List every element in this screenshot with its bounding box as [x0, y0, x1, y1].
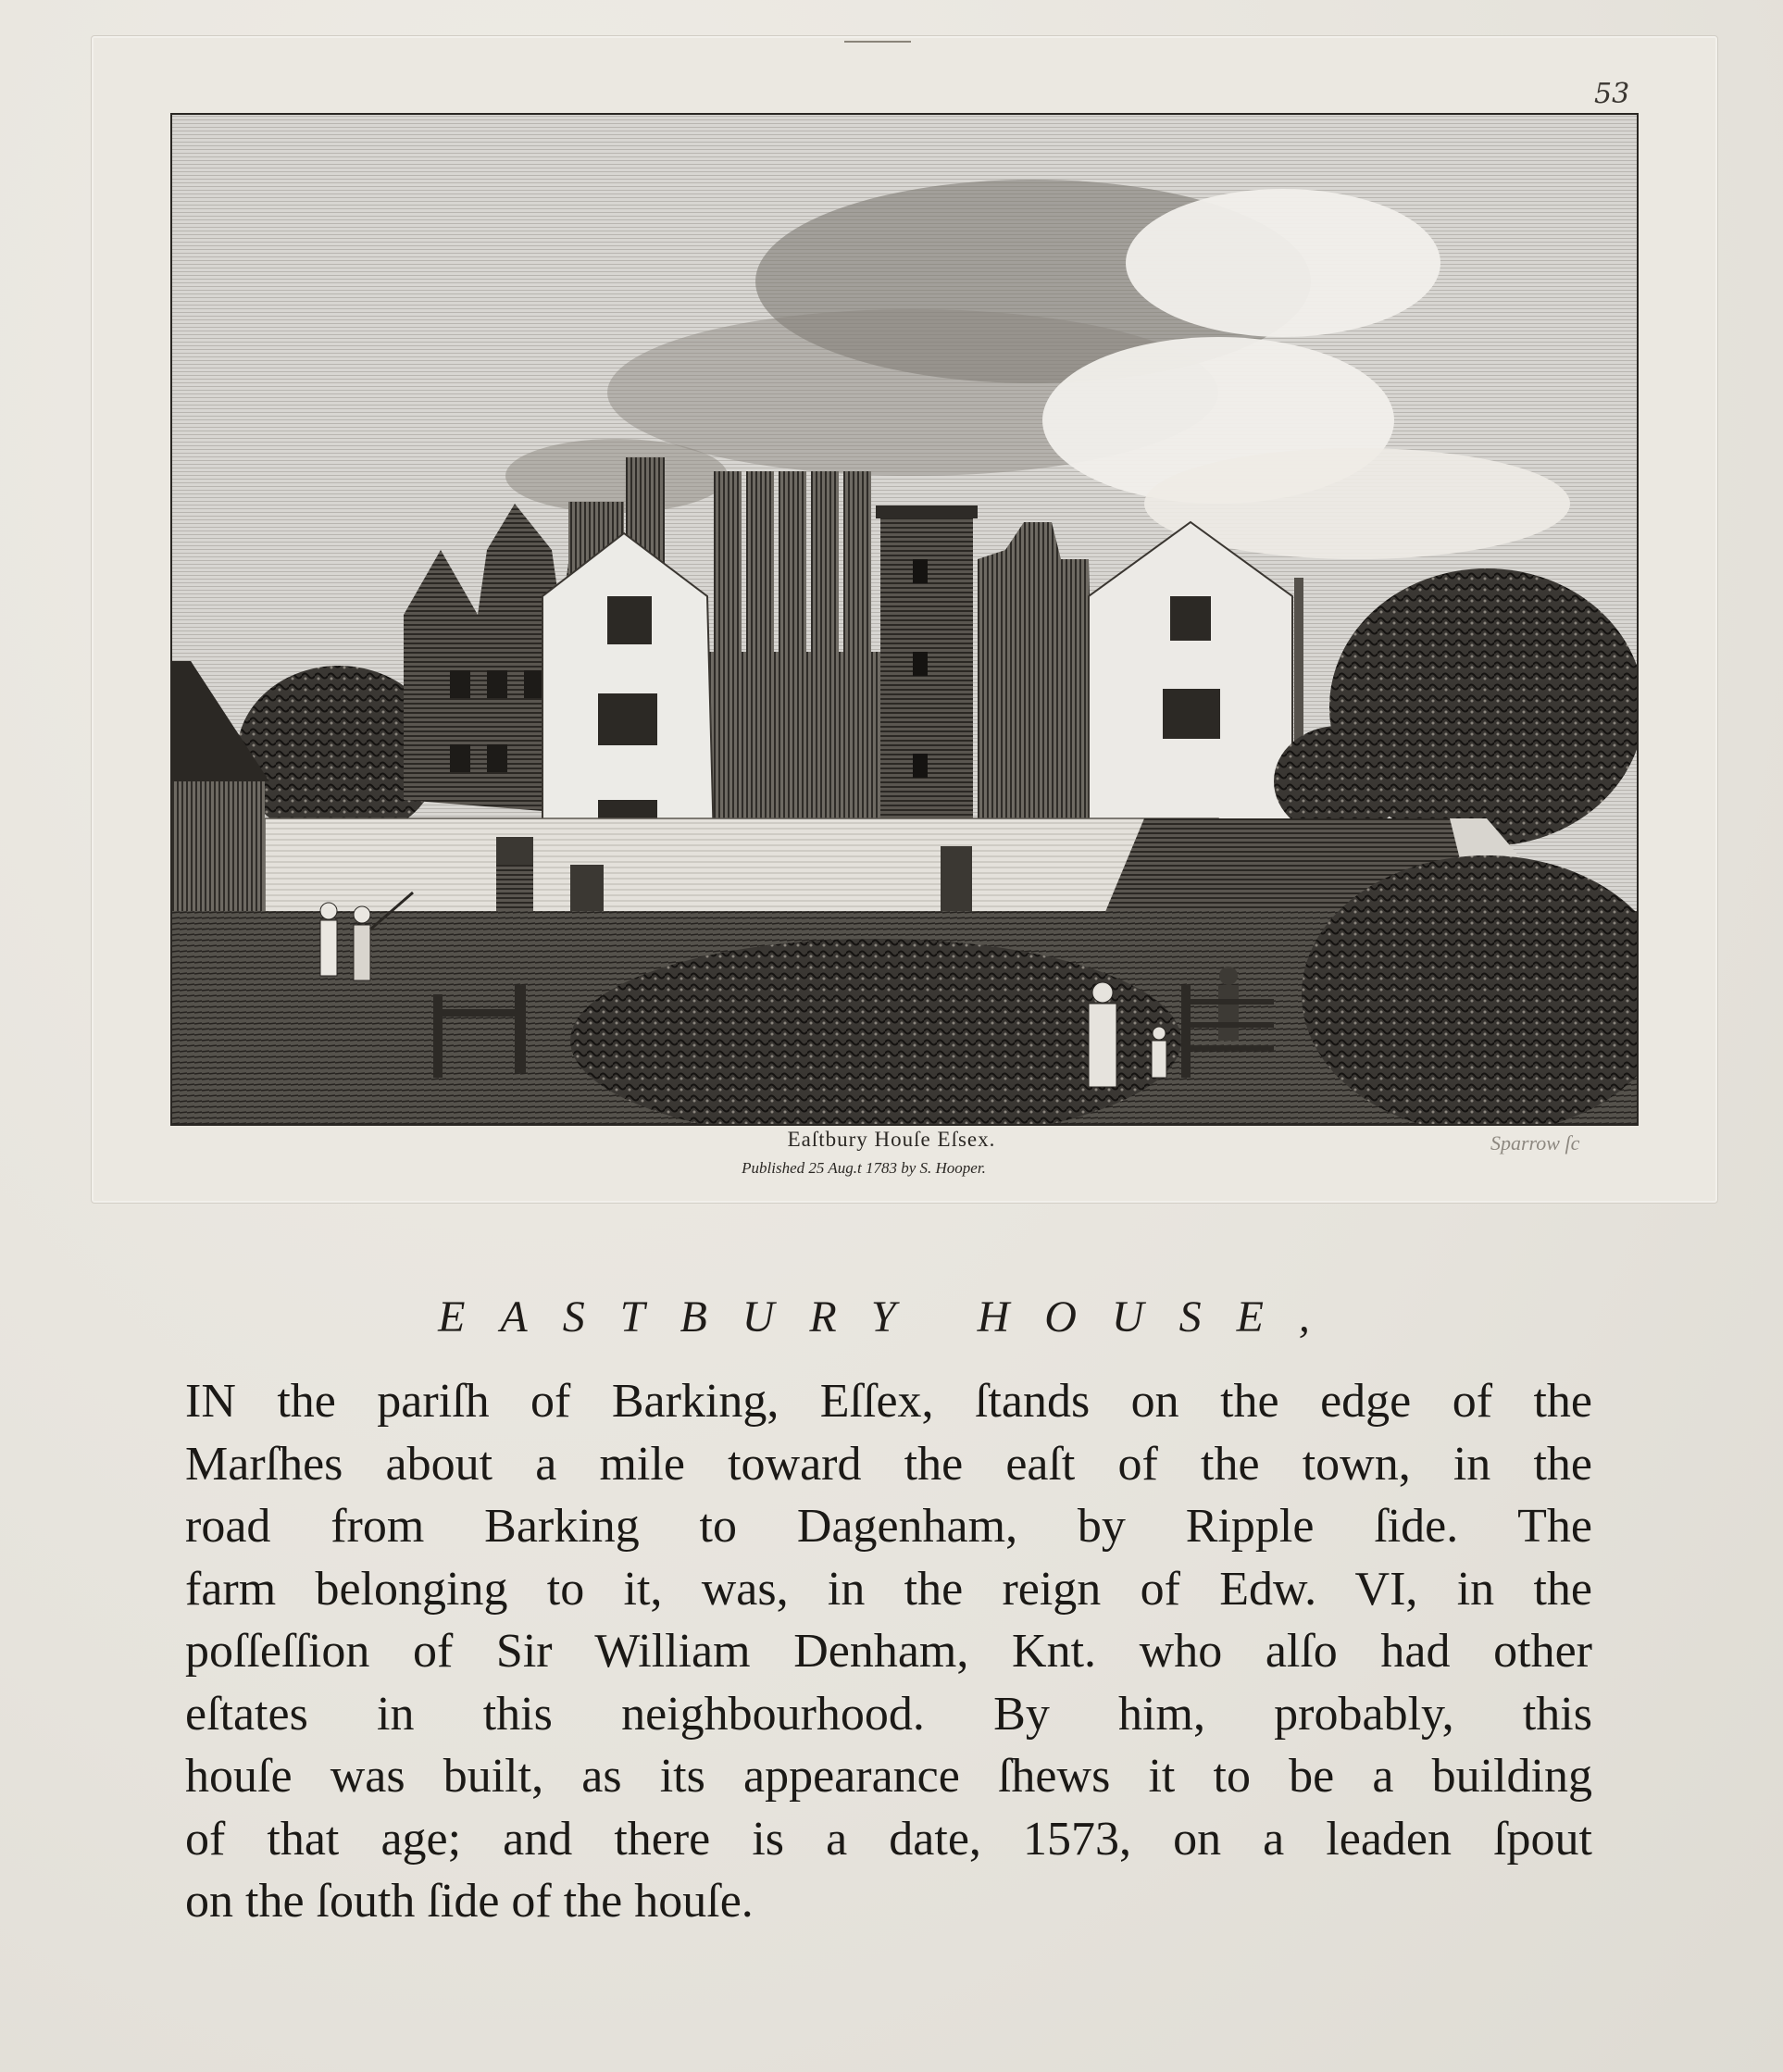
- text-line: Marſhes about a mile toward the eaſt of the town, in the: [185, 1437, 1592, 1491]
- text-line: houſe was built, as its appearance ſhews it to be a building: [185, 1750, 1592, 1803]
- text-line: farm belonging to it, was, in the reign of Edw. VI, in the: [185, 1562, 1592, 1616]
- boundary-wall: [265, 818, 1218, 920]
- section-heading: EASTBURY HOUSE,: [438, 1292, 1345, 1342]
- publication-line: Published 25 Aug.t 1783 by S. Hooper.: [742, 1159, 986, 1177]
- eastbury-house-engraving: [172, 115, 1637, 1124]
- engraving-illustration: [170, 113, 1639, 1126]
- text-line: poſſeſſion of Sir William Denham, Knt. who alſo had other: [185, 1625, 1592, 1678]
- body-paragraph: [185, 1370, 1592, 1933]
- top-rule: [844, 41, 911, 43]
- plate-title: Eaſtbury Houſe Eſsex.: [787, 1128, 996, 1151]
- text-line: of that age; and there is a date, 1573, on a leaden ſpout: [185, 1812, 1592, 1866]
- page-number: 53: [1594, 78, 1630, 110]
- text-line: eſtates in this neighbourhood. By him, probably, this: [185, 1687, 1592, 1741]
- engraver-credit: Sparrow ſc: [1490, 1131, 1580, 1155]
- text-line: on the ſouth ſide of the houſe.: [185, 1875, 754, 1928]
- text-line: road from Barking to Dagenham, by Ripple ſide. The: [185, 1500, 1592, 1553]
- text-line: IN the pariſh of Barking, Eſſex, ſtands on the edge of the: [185, 1375, 1592, 1428]
- clouds: [505, 180, 1570, 559]
